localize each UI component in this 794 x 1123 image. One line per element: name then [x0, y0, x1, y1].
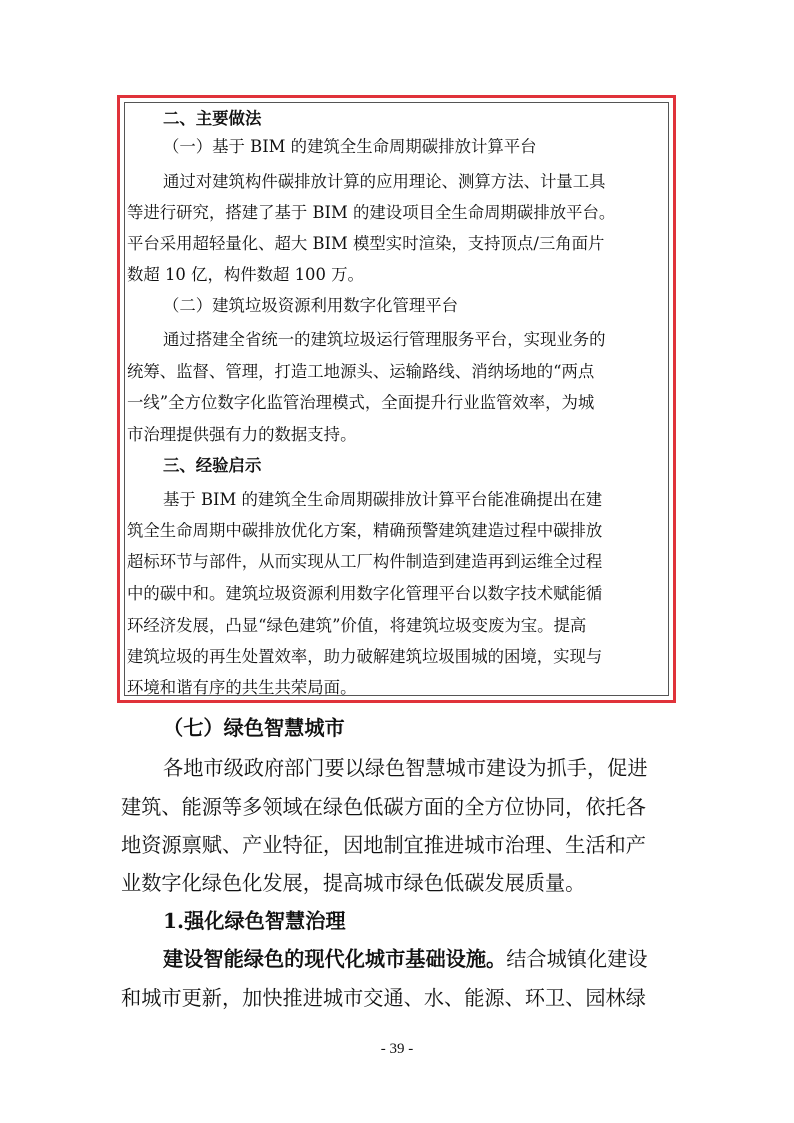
paragraph-line: 统筹、监督、管理，打造工地源头、运输路线、消纳场地的“两点 [127, 362, 595, 381]
paragraph-line: 超标环节与部件，从而实现从工厂构件制造到建造再到运维全过程 [127, 552, 603, 571]
lead-continuation: 结合城镇化建设 [506, 947, 648, 971]
item-title: 1.强化绿色智慧治理 [163, 909, 346, 933]
lead-sentence: 建设智能绿色的现代化城市基础设施。 [163, 947, 507, 971]
paragraph-line: 基于 BIM 的建筑全生命周期碳排放计算平台能准确提出在建 [163, 490, 603, 509]
page-number: - 39 - [380, 1041, 414, 1057]
paragraph-line: 通过对建筑构件碳排放计算的应用理论、测算方法、计量工具 [163, 172, 606, 191]
body-line: 业数字化绿色化发展，提高城市绿色低碳发展质量。 [121, 871, 586, 895]
body-line-with-lead [163, 944, 648, 974]
paragraph-line: 通过搭建全省统一的建筑垃圾运行管理服务平台，实现业务的 [163, 330, 606, 349]
body-line: 建筑、能源等多领域在绿色低碳方面的全方位协同，依托各 [121, 795, 646, 819]
paragraph-line: 一线”全方位数字化监管治理模式，全面提升行业监管效率，为城 [127, 393, 595, 412]
paragraph-line: 数超 10 亿，构件数超 100 万。 [127, 265, 364, 284]
paragraph-line: 等进行研究，搭建了基于 BIM 的建设项目全生命周期碳排放平台。 [127, 203, 616, 222]
paragraph-line: 建筑垃圾的再生处置效率，助力破解建筑垃圾围城的困境，实现与 [127, 647, 603, 666]
paragraph-line: 环经济发展，凸显“绿色建筑”价值，将建筑垃圾变废为宝。提高 [127, 616, 587, 635]
paragraph-line: 筑全生命周期中碳排放优化方案，精确预警建筑建造过程中碳排放 [127, 521, 603, 540]
body-line: 各地市级政府部门要以绿色智慧城市建设为抓手，促进 [163, 756, 648, 780]
heading-lessons: 三、经验启示 [163, 456, 262, 475]
paragraph-line: 平台采用超轻量化、超大 BIM 模型实时渲染，支持顶点/三角面片 [127, 234, 605, 253]
body-line: 地资源禀赋、产业特征，因地制宜推进城市治理、生活和产 [121, 833, 646, 857]
paragraph-line: 市治理提供强有力的数据支持。 [127, 425, 357, 444]
subheading-waste-platform: （二）建筑垃圾资源利用数字化管理平台 [163, 296, 459, 315]
section-title: （七）绿色智慧城市 [163, 716, 345, 740]
paragraph-line: 环境和谐有序的共生共荣局面。 [127, 678, 357, 697]
heading-main-practices: 二、主要做法 [163, 109, 262, 128]
subheading-bim-platform: （一）基于 BIM 的建筑全生命周期碳排放计算平台 [163, 137, 537, 156]
paragraph-line: 中的碳中和。建筑垃圾资源利用数字化管理平台以数字技术赋能循 [127, 584, 603, 603]
body-line: 和城市更新，加快推进城市交通、水、能源、环卫、园林绿 [121, 986, 646, 1010]
